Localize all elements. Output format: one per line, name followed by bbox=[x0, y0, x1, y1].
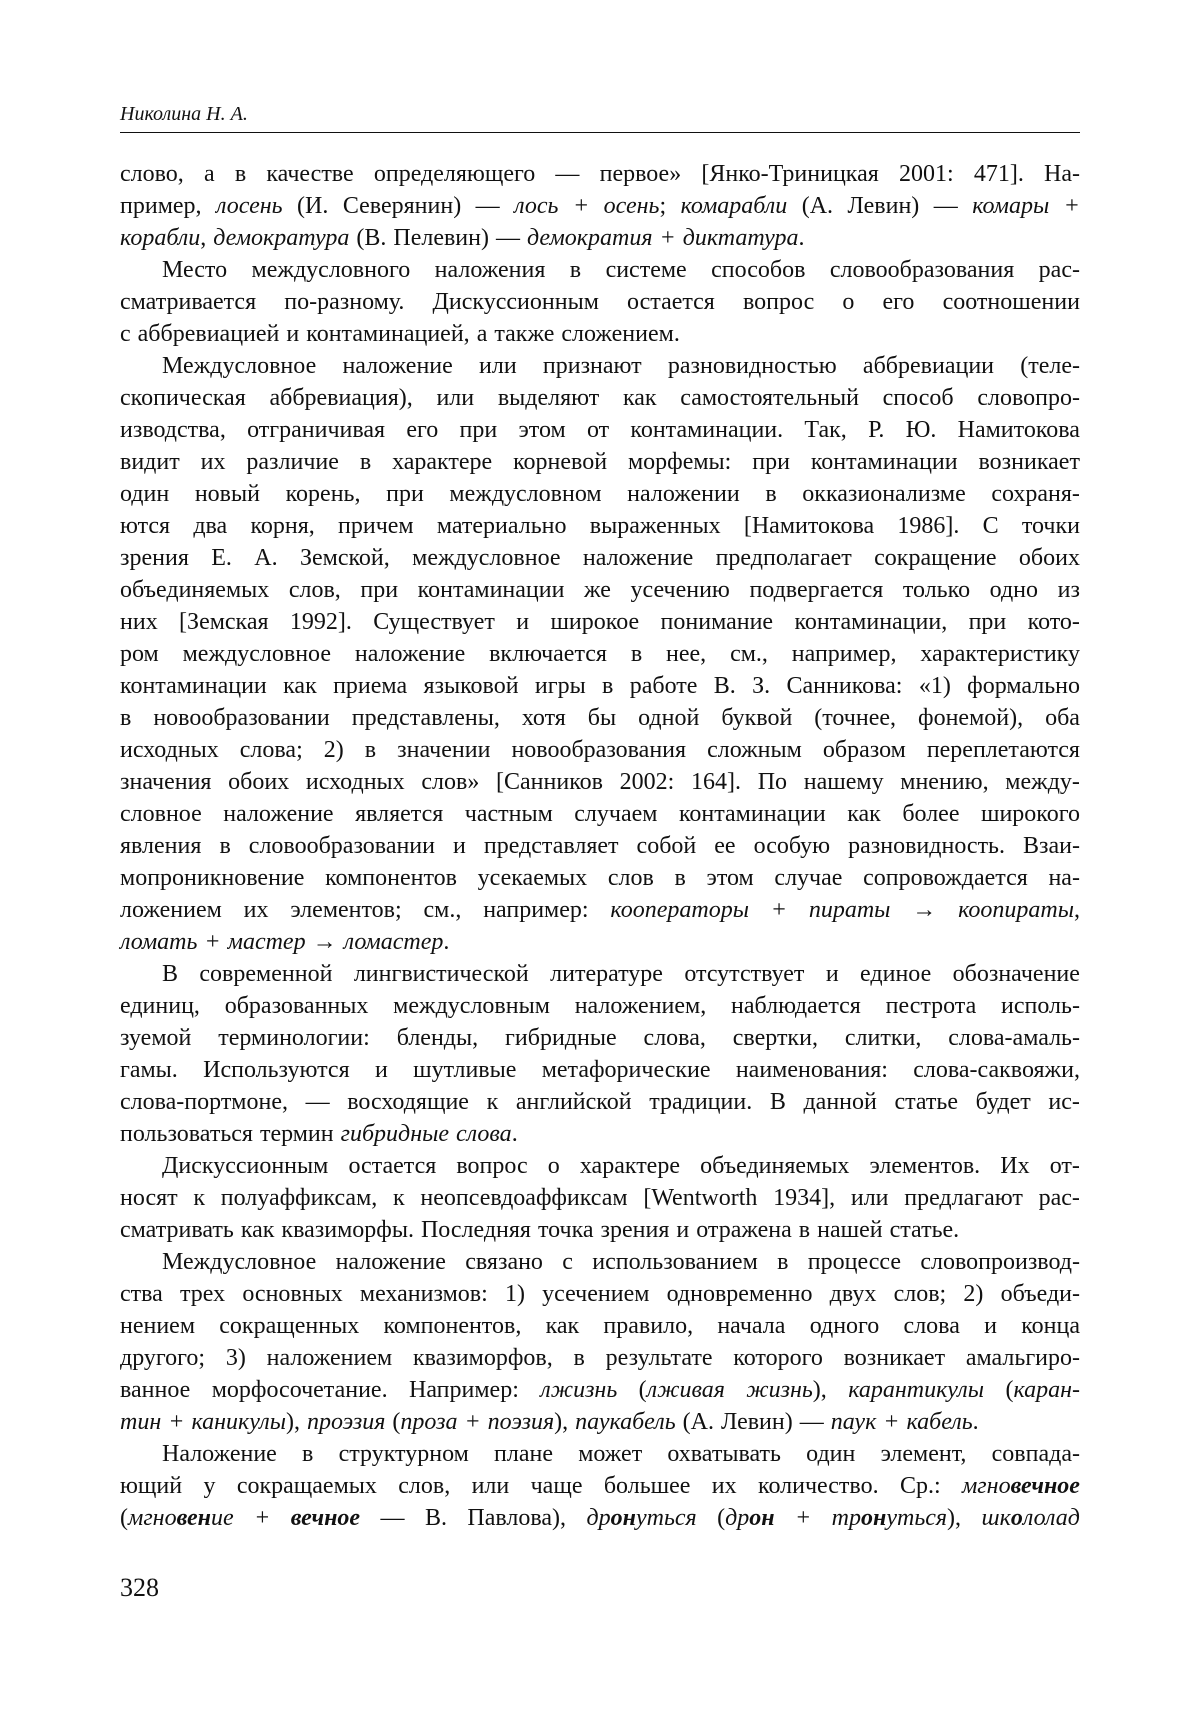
paragraph bbox=[120, 958, 1080, 1150]
text-line: тин + каникулы), проэзия (проза + поэзия), паукабель (А. Левин) — паук + кабель. bbox=[120, 1409, 979, 1435]
paragraph bbox=[120, 1438, 1080, 1534]
page-number: 328 bbox=[120, 1573, 159, 1602]
text-line: гамы. Используются и шутливые метафорические наименования: слова-саквояжи, bbox=[120, 1057, 1080, 1083]
paragraph bbox=[120, 254, 1080, 350]
text-line: скопическая аббревиация), или выделяют как самостоятельный способ словопро- bbox=[120, 385, 1080, 411]
text-line: пример, лосень (И. Северянин) — лось + осень; комарабли (А. Левин) — комары + bbox=[120, 193, 1080, 219]
text-line: словное наложение является частным случаем контаминации как более широкого bbox=[120, 801, 1080, 827]
text-line: явления в словообразовании и представляет собой ее особую разновидность. Взаи- bbox=[120, 833, 1080, 859]
text-line: другого; 3) наложением квазиморфов, в результате которого возникает амальгиро- bbox=[120, 1345, 1080, 1371]
text-line: (мгновение + вечное — В. Павлова), дронуться (дрон + тронуться), школолад bbox=[120, 1505, 1080, 1531]
text-line: ванное морфосочетание. Например: лжизнь (лживая жизнь), карантикулы (каран- bbox=[120, 1377, 1080, 1403]
text-line: Междусловное наложение связано с использованием в процессе словопроизвод- bbox=[162, 1249, 1080, 1275]
text-line: сматривается по-разному. Дискуссионным остается вопрос о его соотношении bbox=[120, 289, 1080, 315]
text-line: ром междусловное наложение включается в нее, см., например, характеристику bbox=[120, 641, 1080, 667]
text-line: единиц, образованных междусловным наложением, наблюдается пестрота исполь- bbox=[120, 993, 1080, 1019]
text-line: ства трех основных механизмов: 1) усечением одновременно двух слов; 2) объеди- bbox=[120, 1281, 1080, 1307]
text-line: видит их различие в характере корневой морфемы: при контаминации возникает bbox=[120, 449, 1080, 475]
header-rule bbox=[120, 132, 1080, 133]
text-line: Место междусловного наложения в системе способов словообразования рас- bbox=[162, 257, 1080, 283]
text-line: нением сокращенных компонентов, как правило, начала одного слова и конца bbox=[120, 1313, 1080, 1339]
text-line: сматривать как квазиморфы. Последняя точка зрения и отражена в нашей статье. bbox=[120, 1217, 960, 1243]
text-line: ложением их элементов; см., например: кооператоры + пираты → коопираты, bbox=[120, 897, 1080, 923]
text-line: пользоваться термин гибридные слова. bbox=[120, 1121, 518, 1147]
text-line: слова-портмоне, — восходящие к английской традиции. В данной статье будет ис- bbox=[120, 1089, 1080, 1115]
article-body bbox=[120, 158, 1080, 1534]
text-line: корабли, демократура (В. Пелевин) — демократия + диктатура. bbox=[120, 225, 805, 251]
paragraph bbox=[120, 1150, 1080, 1246]
text-line: с аббревиацией и контаминацией, а также сложением. bbox=[120, 321, 680, 347]
running-head: Николина Н. А. bbox=[120, 103, 248, 125]
paragraph bbox=[120, 1246, 1080, 1438]
text-line: изводства, отграничивая его при этом от контаминации. Так, Р. Ю. Намитокова bbox=[120, 417, 1080, 443]
text-line: мопроникновение компонентов усекаемых слов в этом случае сопровождается на- bbox=[120, 865, 1080, 891]
paragraph bbox=[120, 158, 1080, 254]
text-line: контаминации как приема языковой игры в работе В. З. Санникова: «1) формально bbox=[120, 673, 1080, 699]
text-line: Наложение в структурном плане может охватывать один элемент, совпада- bbox=[162, 1441, 1080, 1467]
text-line: В современной лингвистической литературе отсутствует и единое обозначение bbox=[162, 961, 1080, 987]
text-line: объединяемых слов, при контаминации же усечению подвергается только одно из bbox=[120, 577, 1080, 603]
text-line: Междусловное наложение или признают разновидностью аббревиации (теле- bbox=[162, 353, 1080, 379]
text-line: ются два корня, причем материально выраженных [Намитокова 1986]. С точки bbox=[120, 513, 1080, 539]
text-line: один новый корень, при междусловном наложении в окказионализме сохраня- bbox=[120, 481, 1080, 507]
text-line: ломать + мастер → ломастер. bbox=[120, 929, 450, 955]
text-line: слово, а в качестве определяющего — первое» [Янко-Триницкая 2001: 471]. На- bbox=[120, 161, 1080, 187]
paragraph bbox=[120, 350, 1080, 958]
text-line: в новообразовании представлены, хотя бы одной буквой (точнее, фонемой), оба bbox=[120, 705, 1080, 731]
text-line: ющий у сокращаемых слов, или чаще большее их количество. Ср.: мгновечное bbox=[120, 1473, 1080, 1499]
text-line: носят к полуаффиксам, к неопсевдоаффиксам [Wentworth 1934], или предлагают рас- bbox=[120, 1185, 1080, 1211]
text-line: Дискуссионным остается вопрос о характере объединяемых элементов. Их от- bbox=[162, 1153, 1080, 1179]
text-line: исходных слова; 2) в значении новообразования сложным образом переплетаются bbox=[120, 737, 1080, 763]
text-line: зуемой терминологии: бленды, гибридные слова, свертки, слитки, слова-амаль- bbox=[120, 1025, 1080, 1051]
text-line: значения обоих исходных слов» [Санников 2002: 164]. По нашему мнению, междy- bbox=[120, 769, 1080, 795]
text-line: них [Земская 1992]. Существует и широкое понимание контаминации, при кото- bbox=[120, 609, 1080, 635]
text-line: зрения Е. А. Земской, междусловное наложение предполагает сокращение обоих bbox=[120, 545, 1080, 571]
